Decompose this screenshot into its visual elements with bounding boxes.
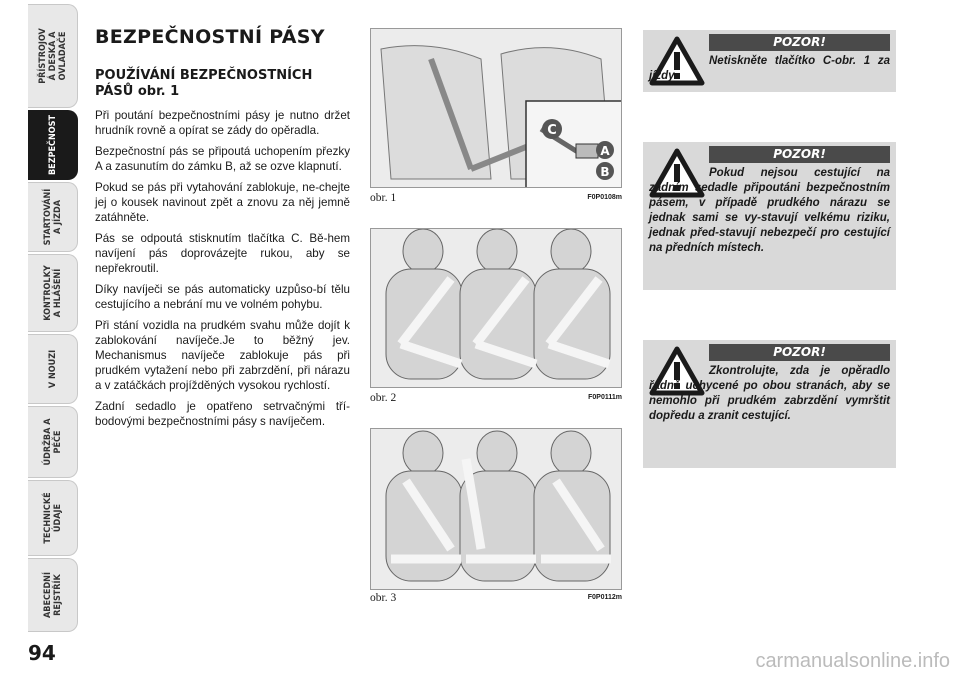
figure-3-rear-seatbelts xyxy=(370,428,622,590)
figure-2-rear-seatbelts xyxy=(370,228,622,388)
figure-1-seatbelt-buckle xyxy=(370,28,622,188)
chapter-tabs xyxy=(28,0,78,640)
figure-code: F0P0112m xyxy=(587,594,622,601)
figure-caption: obr. 3 xyxy=(370,592,397,604)
paragraph: Pokud se pás při vytahování zablokuje, ne-chejte jej o kousek navinout zpět a znovu za něj jemně zatáhněte. xyxy=(95,181,350,224)
tab-label: ABECEDNÍ REJSTŘÍK xyxy=(42,572,63,618)
tab-label: ÚDRŽBA A PÉČE xyxy=(42,418,63,466)
tab-technicke-udaje[interactable] xyxy=(28,480,78,556)
watermark: carmanualsonline.info xyxy=(755,650,950,672)
warning-heading: POZOR! xyxy=(709,34,890,51)
tab-label: BEZPEČNOST xyxy=(47,115,58,175)
paragraph: Pás se odpoutá stisknutím tlačítka C. Bě-hem navíjení pás doprovázejte rukou, aby se nepřekroutil. xyxy=(95,232,350,275)
rear-seats-illustration xyxy=(371,429,622,590)
paragraph: Díky navíječi se pás automaticky uzpůso-bí tělu cestujícího a nebrání mu ve volném pohybu. xyxy=(95,283,350,311)
label-a: A xyxy=(600,144,610,158)
paragraph: Při stání vozidla na prudkém svahu může dojít k zablokování navíječe.Je to běžný jev. Mechanismus navíječe zablokuje pás při prudkém vytažení nebo při zabrzdění, při nárazu a v zatáčkách projížděných vysokou rychlostí. xyxy=(95,319,350,392)
tab-abecedni-rejstrik[interactable] xyxy=(28,558,78,632)
tab-kontrolky[interactable] xyxy=(28,254,78,332)
label-c: C xyxy=(547,123,557,138)
seatbelt-illustration xyxy=(371,29,622,188)
tab-label: TECHNICKÉ ÚDAJE xyxy=(42,492,63,544)
tab-startovani[interactable] xyxy=(28,182,78,252)
figure-caption: obr. 1 xyxy=(370,192,397,204)
figure-code: F0P0111m xyxy=(588,394,622,401)
rear-seats-illustration xyxy=(371,229,622,388)
tab-label: PŘÍSTROJOV Á DESKA A OVLADAČE xyxy=(37,28,68,84)
warning-text: Netiskněte tlačítko C-obr. 1 za jízdy. xyxy=(649,55,890,82)
page-number: 94 xyxy=(28,641,56,665)
tab-label: STARTOVÁNÍ A JÍZDA xyxy=(42,188,63,246)
tab-pristrojova-deska[interactable] xyxy=(28,4,78,108)
warning-heading: POZOR! xyxy=(709,344,890,361)
figure-code: F0P0108m xyxy=(587,194,622,201)
warning-box xyxy=(643,340,896,468)
paragraph: Zadní sedadlo je opatřeno setrvačnými tří-bodovými bezpečnostními pásy s navíječem. xyxy=(95,400,350,428)
figure-caption: obr. 2 xyxy=(370,392,397,404)
paragraph: Při poutání bezpečnostními pásy je nutno držet hrudník rovně a opírat se zády do opěradla. xyxy=(95,109,350,137)
warning-text: Zkontrolujte, zda je opěradlo řádně uchycené po obou stranách, aby se nemohlo při prudkém zabrzdění vymrštit dopředu a zranit cestující. xyxy=(649,365,890,422)
paragraph: Bezpečnostní pás se připoutá uchopením přezky A a zasunutím do zámku B, až se ozve klapnutí. xyxy=(95,145,350,173)
label-b: B xyxy=(600,165,610,179)
tab-label: KONTROLKY A HLÁŠENÍ xyxy=(42,265,63,321)
section-subtitle: POUŽÍVÁNÍ BEZPEČNOSTNÍCH PÁSŮ obr. 1 xyxy=(95,68,313,99)
warning-text: Pokud nejsou cestující na zadním sedadle připoutáni bezpečnostním pásem, v případě prudkého nárazu se jednak sami se vy-stavují velkému riziku, jednak před-stavují nebezpečí pro cestující na předních místech. xyxy=(649,167,890,254)
tab-udrzba[interactable] xyxy=(28,406,78,478)
warning-box xyxy=(643,30,896,92)
warning-box xyxy=(643,142,896,290)
tab-label: V NOUZI xyxy=(47,349,58,389)
page-title: BEZPEČNOSTNÍ PÁSY xyxy=(95,26,325,48)
warning-heading: POZOR! xyxy=(709,146,890,163)
main-text-column xyxy=(95,26,350,435)
tab-bezpecnost[interactable] xyxy=(28,110,78,180)
tab-v-nouzi[interactable] xyxy=(28,334,78,404)
